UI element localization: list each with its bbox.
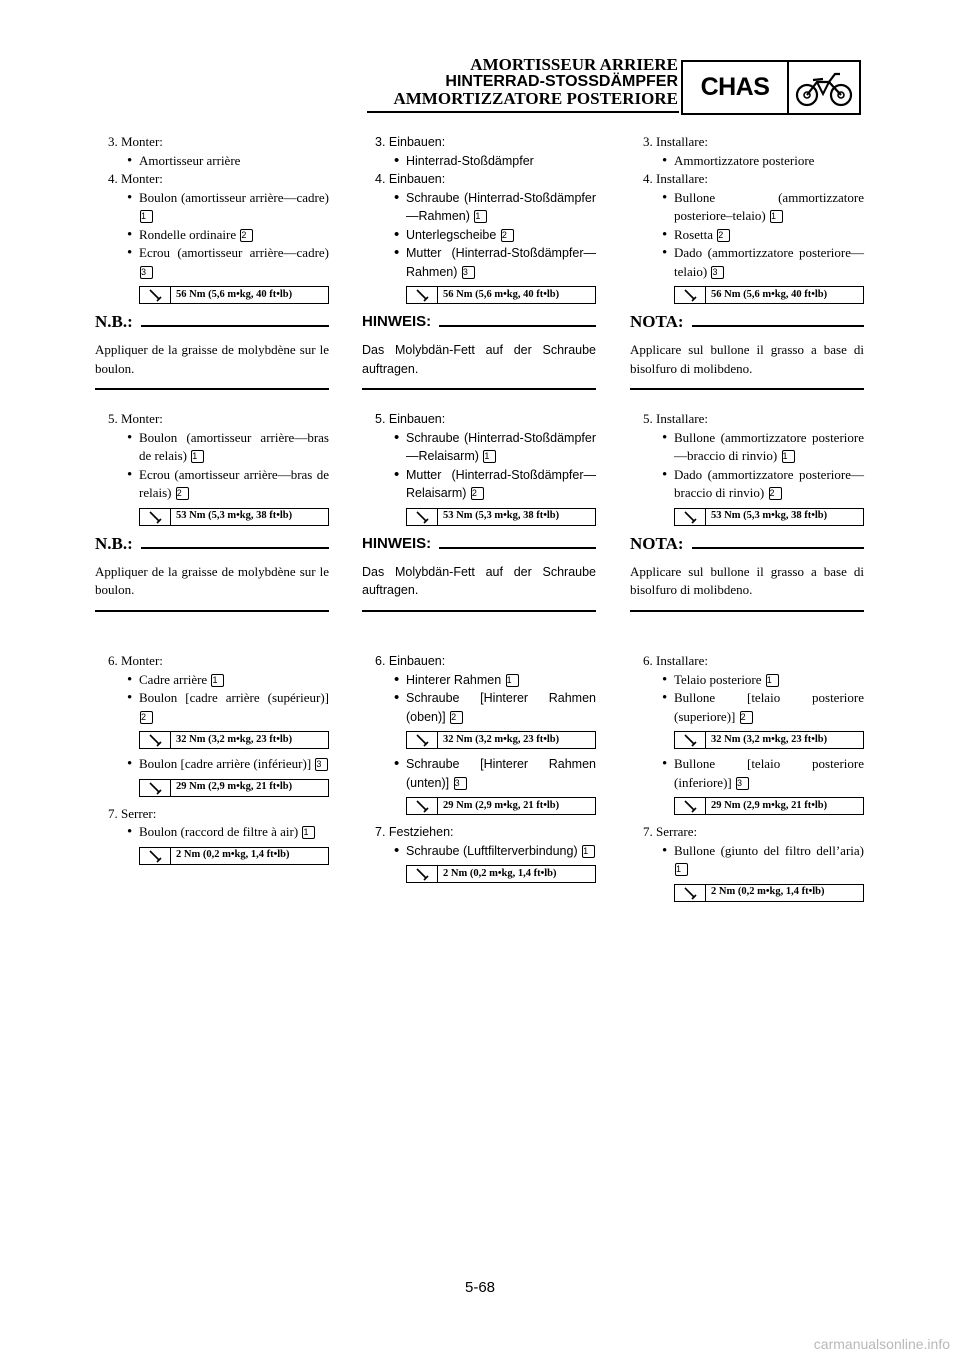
wrench-icon bbox=[675, 287, 706, 303]
it-section-1 bbox=[630, 133, 864, 390]
fr-step-6-item-2: • Boulon [cadre arrière (supérieur)] 2 bbox=[127, 689, 329, 726]
fr-step-5: 5. Monter: bbox=[108, 411, 163, 426]
wrench-icon bbox=[407, 732, 438, 748]
section-badge bbox=[681, 60, 861, 115]
it-step-4: 4. Installare: bbox=[643, 171, 708, 186]
it-note bbox=[630, 312, 864, 390]
it-step-6-item-2: • Bullone [telaio posteriore (superiore)] 2 bbox=[662, 689, 864, 726]
torque-spec: 2 Nm (0,2 m•kg, 1,4 ft•lb) bbox=[674, 884, 864, 902]
fr-note-2 bbox=[95, 534, 329, 612]
fr-step-7: 7. Serrer: bbox=[108, 805, 157, 821]
header-title-fr: AMORTISSEUR ARRIERE bbox=[470, 55, 678, 74]
wrench-icon bbox=[140, 287, 171, 303]
wrench-icon bbox=[407, 287, 438, 303]
torque-spec: 53 Nm (5,3 m•kg, 38 ft•lb) bbox=[406, 508, 596, 526]
it-step-4-item-1: • Bullone (ammortizzatore posteriore–telaio) 1 bbox=[662, 189, 864, 226]
it-step-3: 3. Installare: bbox=[643, 134, 708, 149]
note-title: NOTA: bbox=[630, 312, 684, 331]
fr-step-3: 3. Monter: bbox=[108, 134, 163, 149]
it-step-6: 6. Installare: bbox=[643, 653, 708, 668]
wrench-icon bbox=[140, 509, 171, 525]
de-step-4-item-2: • Unterlegscheibe 2 bbox=[394, 226, 596, 245]
torque-spec: 2 Nm (0,2 m•kg, 1,4 ft•lb) bbox=[406, 865, 596, 883]
de-step-4-item-1: • Schraube (Hinterrad-Stoßdämpfer—Rahmen) 1 bbox=[394, 189, 596, 226]
it-note-2 bbox=[630, 534, 864, 612]
torque-spec: 29 Nm (2,9 m•kg, 21 ft•lb) bbox=[406, 797, 596, 815]
de-step-4-item-3: • Mutter (Hinterrad-Stoßdämpfer—Rahmen) 3 bbox=[394, 244, 596, 281]
section-code: CHAS bbox=[683, 62, 789, 113]
de-step-3-item-1: • Hinterrad-Stoßdämpfer bbox=[394, 152, 596, 171]
de-step-5: 5. Einbauen: bbox=[375, 412, 446, 426]
it-step-5: 5. Installare: bbox=[643, 411, 708, 426]
de-note-2 bbox=[362, 534, 596, 612]
note-title: NOTA: bbox=[630, 533, 684, 553]
de-step-3: 3. Einbauen: bbox=[375, 135, 446, 149]
torque-spec: 56 Nm (5,6 m•kg, 40 ft•lb) bbox=[674, 286, 864, 304]
de-step-7: 7. Festziehen: bbox=[375, 825, 454, 839]
wrench-icon bbox=[675, 885, 706, 901]
wrench-icon bbox=[675, 798, 706, 814]
de-step-4: 4. Einbauen: bbox=[375, 172, 446, 186]
note-title: N.B.: bbox=[95, 312, 133, 331]
note-text: Applicare sul bullone il grasso a base di bisolfuro di molibdeno. bbox=[630, 563, 864, 597]
note-text: Appliquer de la graisse de molybdène sur le boulon. bbox=[95, 563, 329, 597]
wrench-icon bbox=[407, 866, 438, 882]
it-step-4-item-3: • Dado (ammortizzatore posteriore—telaio) 3 bbox=[662, 244, 864, 281]
note-title: HINWEIS: bbox=[362, 534, 432, 552]
it-step-5-item-1: • Bullone (ammortizzatore posteriore—braccio di rinvio) 1 bbox=[662, 429, 864, 466]
wrench-icon bbox=[140, 732, 171, 748]
fr-step-5-item-1: • Boulon (amortisseur arrière—bras de relais) 1 bbox=[127, 429, 329, 466]
header-title-it: AMMORTIZZATORE POSTERIORE bbox=[393, 89, 678, 108]
note-text: Das Molybdän-Fett auf der Schraube auftragen. bbox=[362, 343, 596, 376]
fr-step-5-item-2: • Ecrou (amortisseur arrière—bras de relais) 2 bbox=[127, 466, 329, 503]
header-title-de: HINTERRAD-STOSSDÄMPFER bbox=[445, 73, 678, 90]
fr-step-4-item-3: • Ecrou (amortisseur arrière—cadre) 3 bbox=[127, 244, 329, 281]
de-step-6-item-1: • Hinterer Rahmen 1 bbox=[394, 671, 596, 690]
motorcycle-icon bbox=[789, 62, 859, 113]
wrench-icon bbox=[407, 509, 438, 525]
note-text: Applicare sul bullone il grasso a base di bisolfuro di molibdeno. bbox=[630, 342, 864, 376]
it-step-6-item-1: • Telaio posteriore 1 bbox=[662, 671, 864, 690]
it-section-3 bbox=[630, 652, 864, 908]
torque-spec: 53 Nm (5,3 m•kg, 38 ft•lb) bbox=[674, 508, 864, 526]
note-title: HINWEIS: bbox=[362, 313, 432, 330]
torque-spec: 56 Nm (5,6 m•kg, 40 ft•lb) bbox=[139, 286, 329, 304]
note-text: Das Molybdän-Fett auf der Schraube auftragen. bbox=[362, 564, 596, 597]
it-step-5-item-2: • Dado (ammortizzatore posteriore—braccio di rinvio) 2 bbox=[662, 466, 864, 503]
de-section-3 bbox=[362, 652, 596, 889]
fr-section-3 bbox=[95, 652, 329, 871]
wrench-icon bbox=[140, 780, 171, 796]
fr-step-4-item-1: • Boulon (amortisseur arrière—cadre) 1 bbox=[127, 189, 329, 226]
de-step-6: 6. Einbauen: bbox=[375, 654, 446, 668]
fr-step-4-item-2: • Rondelle ordinaire 2 bbox=[127, 226, 329, 245]
it-step-7-item-1: • Bullone (giunto del filtro dell’aria) 1 bbox=[662, 842, 864, 879]
de-section-2 bbox=[362, 410, 596, 612]
torque-spec: 29 Nm (2,9 m•kg, 21 ft•lb) bbox=[674, 797, 864, 815]
de-step-7-item-1: • Schraube (Luftfilterverbindung) 1 bbox=[394, 842, 596, 861]
torque-spec: 53 Nm (5,3 m•kg, 38 ft•lb) bbox=[139, 508, 329, 526]
page-number: 5-68 bbox=[464, 1279, 496, 1296]
it-step-3-item-1: • Ammortizzatore posteriore bbox=[662, 152, 864, 171]
fr-step-3-item-1: • Amortisseur arrière bbox=[127, 152, 329, 171]
header-rule bbox=[367, 111, 679, 113]
de-step-6-item-3: • Schraube [Hinterer Rahmen (unten)] 3 bbox=[394, 755, 596, 792]
wrench-icon bbox=[675, 732, 706, 748]
fr-step-7-item-1: • Boulon (raccord de filtre à air) 1 bbox=[127, 823, 329, 842]
de-step-5-item-1: • Schraube (Hinterrad-Stoßdämpfer—Relaisarm) 1 bbox=[394, 429, 596, 466]
footer-watermark[interactable]: carmanualsonline.info bbox=[813, 1336, 950, 1352]
fr-section-2 bbox=[95, 410, 329, 612]
torque-spec: 2 Nm (0,2 m•kg, 1,4 ft•lb) bbox=[139, 847, 329, 865]
it-step-4-item-2: • Rosetta 2 bbox=[662, 226, 864, 245]
wrench-icon bbox=[407, 798, 438, 814]
fr-step-6-item-3: • Boulon [cadre arrière (inférieur)] 3 bbox=[127, 755, 329, 774]
fr-section-1 bbox=[95, 133, 329, 390]
it-section-2 bbox=[630, 410, 864, 612]
fr-note bbox=[95, 312, 329, 390]
de-section-1 bbox=[362, 133, 596, 390]
fr-step-4: 4. Monter: bbox=[108, 171, 163, 186]
de-step-6-item-2: • Schraube [Hinterer Rahmen (oben)] 2 bbox=[394, 689, 596, 726]
torque-spec: 56 Nm (5,6 m•kg, 40 ft•lb) bbox=[406, 286, 596, 304]
torque-spec: 29 Nm (2,9 m•kg, 21 ft•lb) bbox=[139, 779, 329, 797]
wrench-icon bbox=[140, 848, 171, 864]
fr-step-6-item-1: • Cadre arrière 1 bbox=[127, 671, 329, 690]
it-step-7: 7. Serrare: bbox=[643, 824, 698, 839]
torque-spec: 32 Nm (3,2 m•kg, 23 ft•lb) bbox=[674, 731, 864, 749]
fr-step-6: 6. Monter: bbox=[108, 653, 163, 668]
de-note bbox=[362, 312, 596, 390]
note-text: Appliquer de la graisse de molybdène sur le boulon. bbox=[95, 342, 329, 376]
note-title: N.B.: bbox=[95, 533, 133, 553]
de-step-5-item-2: • Mutter (Hinterrad-Stoßdämpfer—Relaisarm) 2 bbox=[394, 466, 596, 503]
wrench-icon bbox=[675, 509, 706, 525]
it-step-6-item-3: • Bullone [telaio posteriore (inferiore)] 3 bbox=[662, 755, 864, 792]
torque-spec: 32 Nm (3,2 m•kg, 23 ft•lb) bbox=[406, 731, 596, 749]
torque-spec: 32 Nm (3,2 m•kg, 23 ft•lb) bbox=[139, 731, 329, 749]
